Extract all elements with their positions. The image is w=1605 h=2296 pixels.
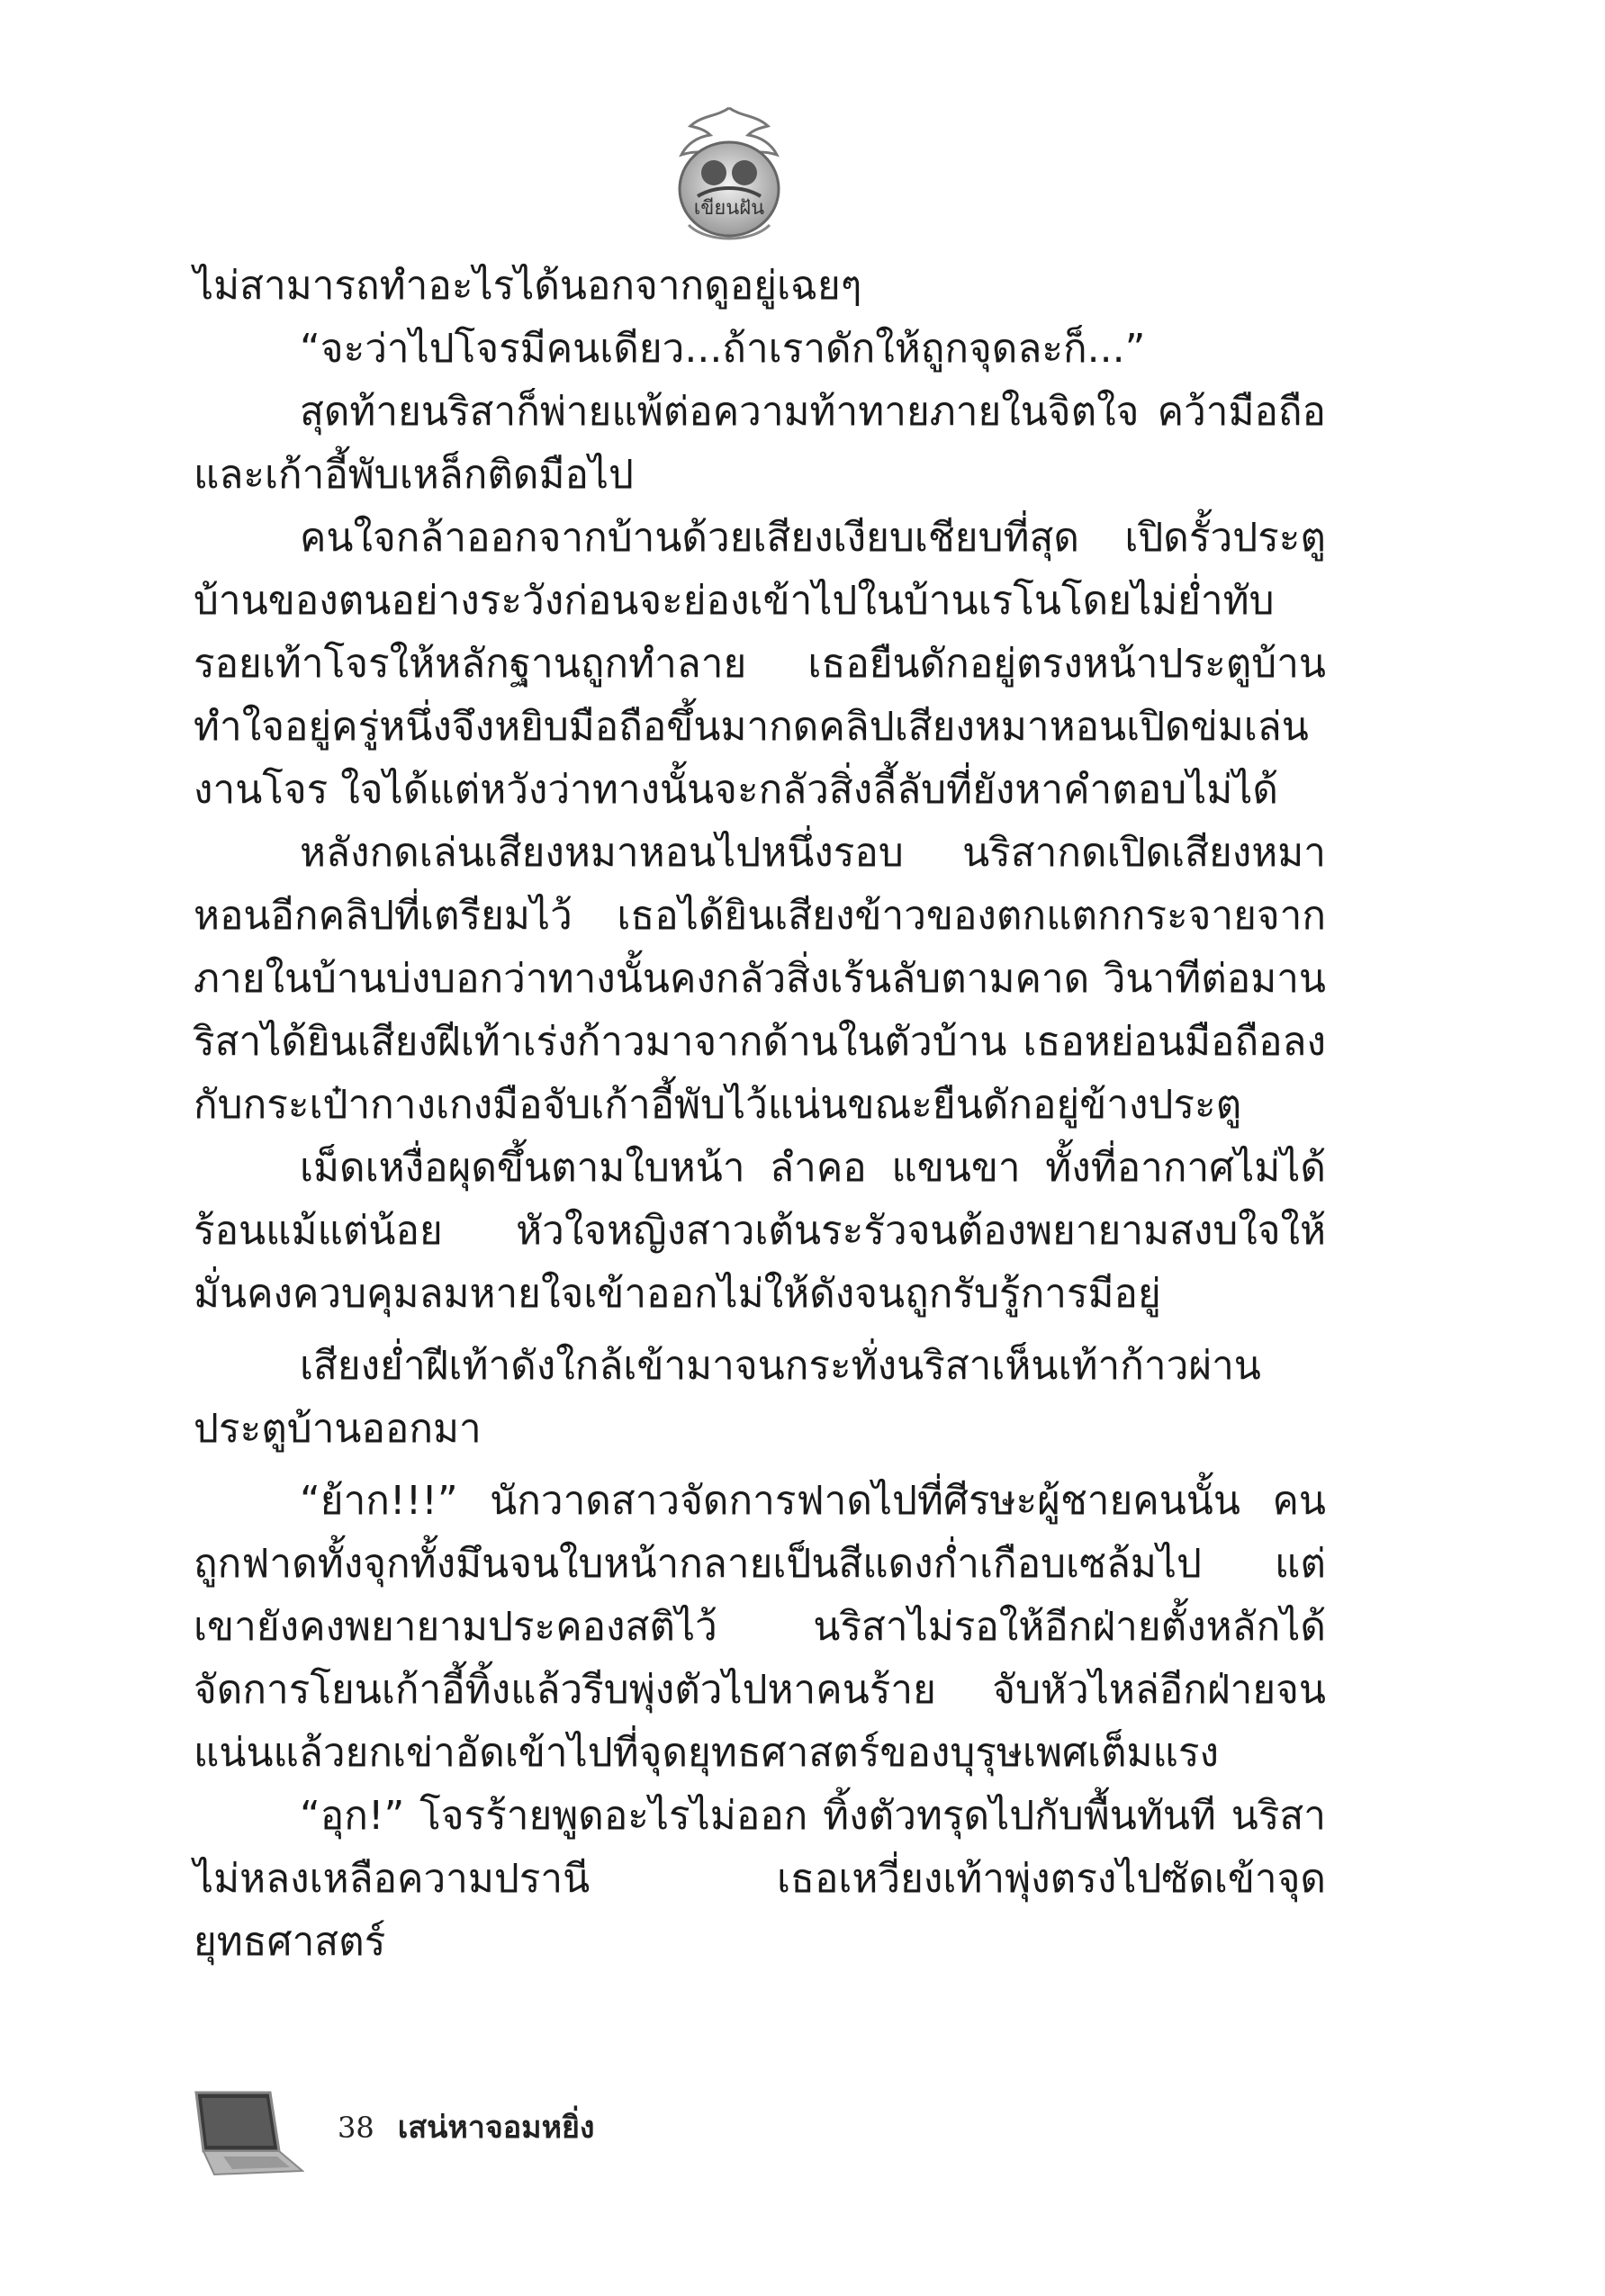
winged-crest-icon <box>662 99 797 252</box>
paragraph: สุดท้ายนริสาก็พ่ายแพ้ต่อความท้าทายภายในจิตใจ คว้ามือถือและเก้าอี้พับเหล็กติดมือไป <box>194 389 1326 498</box>
page-number: 38 <box>338 2111 374 2145</box>
paragraph: “อุก!” โจรร้ายพูดอะไรไม่ออก ทิ้งตัวทรุดไปกับพื้นทันที นริสาไม่หลงเหลือความปรานี เธอเหวี่ยงเท้าพุ่งตรงไปซัดเข้าจุดยุทธศาสตร์ <box>194 1793 1326 1965</box>
paragraph: “ย้าก!!!” นักวาดสาวจัดการฟาดไปที่ศีรษะผู้ชายคนนั้น คนถูกฟาดทั้งจุกทั้งมึนจนใบหน้ากลายเป็นสีแดงก่ำเกือบเซล้มไป แต่เขายังคงพยายามประคองสติไว้ นริสาไม่รอให้อีกฝ่ายตั้งหลักได้ จัดการโยนเก้าอี้ทิ้งแล้วรีบพุ่งตัวไปหาคนร้าย จับหัวไหล่อีกฝ่ายจนแน่นแล้วยกเข่าอัดเข้าไปที่จุดยุทธศาสตร์ของบุรุษเพศเต็มแรง <box>194 1478 1326 1776</box>
book-title: เสน่หาจอมหยิ่ง <box>397 2110 595 2146</box>
paragraph: ไม่สามารถทำอะไรได้นอกจากดูอยู่เฉยๆ <box>194 263 862 309</box>
paragraph: “จะว่าไปโจรมีคนเดียว...ถ้าเราดักให้ถูกจุดละก็...” <box>300 326 1146 372</box>
paragraph: คนใจกล้าออกจากบ้านด้วยเสียงเงียบเชียบที่สุด เปิดรั้วประตูบ้านของตนอย่างระวังก่อนจะย่องเข้าไปในบ้านเรโนโดยไม่ย่ำทับรอยเท้าโจรให้หลักฐานถูกทำลาย เธอยืนดักอยู่ตรงหน้าประตูบ้าน ทำใจอยู่ครู่หนึ่งจึงหยิบมือถือขึ้นมากดคลิปเสียงหมาหอนเปิดข่มเล่นงานโจร ใจได้แต่หวังว่าทางนั้นจะกลัวสิ่งลี้ลับที่ยังหาคำตอบไม่ได้ <box>194 515 1326 813</box>
paragraph: เสียงย่ำฝีเท้าดังใกล้เข้ามาจนกระทั่งนริสาเห็นเท้าก้าวผ่านประตูบ้านออกมา <box>194 1343 1261 1452</box>
paragraph: เม็ดเหงื่อผุดขึ้นตามใบหน้า ลำคอ แขนขา ทั้งที่อากาศไม่ได้ร้อนแม้แต่น้อย หัวใจหญิงสาวเต้นระรัวจนต้องพยายามสงบใจให้มั่นคงควบคุมลมหายใจเข้าออกไม่ให้ดังจนถูกรับรู้การมีอยู่ <box>194 1145 1326 1317</box>
body-text <box>194 255 1326 1974</box>
paragraph: หลังกดเล่นเสียงหมาหอนไปหนึ่งรอบ นริสากดเปิดเสียงหมาหอนอีกคลิปที่เตรียมไว้ เธอได้ยินเสียงข้าวของตกแตกกระจายจากภายในบ้านบ่งบอกว่าทางนั้นคงกลัวสิ่งเร้นลับตามคาด วินาทีต่อมานริสาได้ยินเสียงฝีเท้าเร่งก้าวมาจากด้านในตัวบ้าน เธอหย่อนมือถือลงกับกระเป๋ากางเกงมือจับเก้าอี้พับไว้แน่นขณะยืนดักอยู่ข้างประตู <box>194 830 1326 1128</box>
laptop-icon <box>187 2088 304 2187</box>
ornament-text: เขียนฝัน <box>693 197 765 220</box>
page-footer <box>338 2102 595 2147</box>
